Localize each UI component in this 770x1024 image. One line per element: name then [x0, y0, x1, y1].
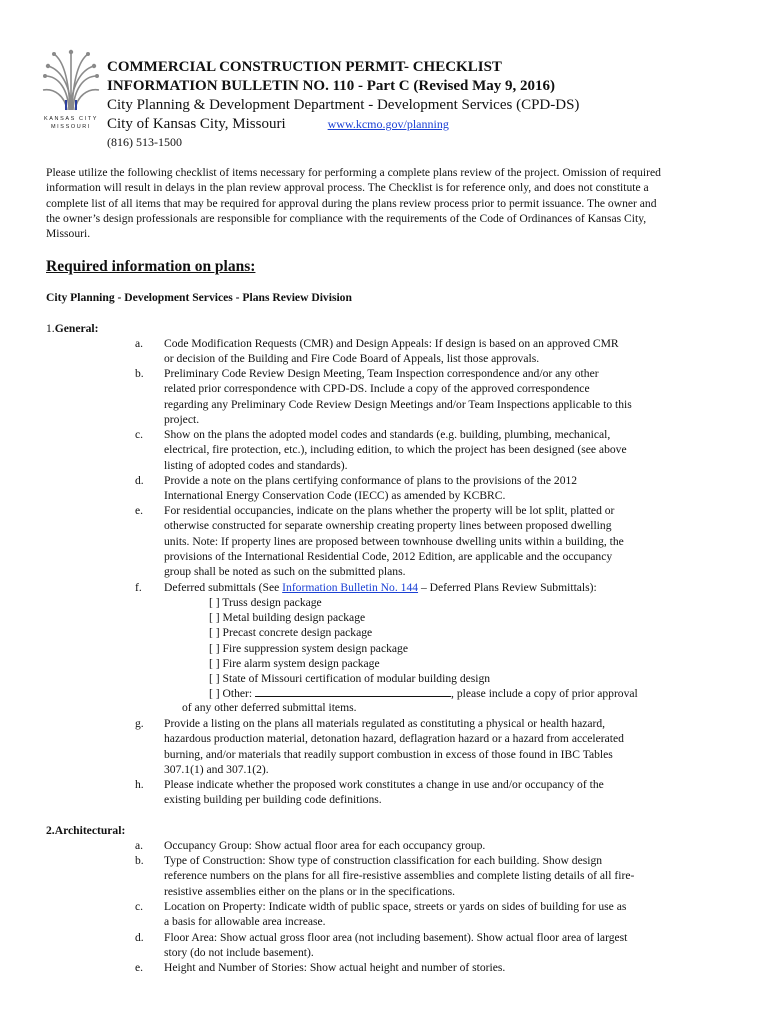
- item-line: listing of adopted codes and standards).: [164, 458, 348, 472]
- item-line: group shall be noted as such on the submitted plans.: [164, 565, 406, 579]
- division-heading: City Planning - Development Services - Plans Review Division: [46, 291, 352, 304]
- item-line: International Energy Conservation Code (IECC) as amended by KCBRC.: [164, 489, 506, 503]
- item-letter: g.: [135, 717, 144, 730]
- item-letter: e.: [135, 961, 144, 974]
- deferred-submittal-item: [ ] Metal building design package: [209, 611, 366, 625]
- item-line: provisions of the International Residential Code, 2012 Edition, are applicable and the occupancy: [164, 549, 613, 563]
- item-letter: c.: [135, 900, 144, 913]
- deferred-submittal-item: [ ] Fire suppression system design package: [209, 641, 408, 655]
- item-text: Deferred submittals (See: [164, 581, 283, 594]
- section-architectural-heading: [46, 824, 125, 837]
- section-number: 1.: [46, 322, 55, 335]
- section-title: General:: [54, 322, 99, 335]
- item-line: Code Modification Requests (CMR) and Design Appeals: If design is based on an approved CMR: [164, 337, 619, 350]
- item-line: Provide a listing on the plans all materials regulated as constituting a physical or health hazard,: [164, 717, 606, 730]
- item-line: a basis for allowable area increase.: [164, 915, 326, 929]
- item-line: Preliminary Code Review Design Meeting, Team Inspection correspondence and/or any other: [164, 367, 599, 380]
- intro-line: Missouri.: [46, 227, 91, 241]
- item-line: reference numbers on the plans for all fire-resistive assemblies and complete listing details of all fire-: [164, 869, 635, 883]
- item-letter: h.: [135, 778, 144, 791]
- deferred-submittal-list: [209, 595, 638, 701]
- section-title: 2.Architectural:: [46, 824, 126, 837]
- intro-line: complete list of all items that may be required for approval during the plans review process prior to permit issuance. The owner and: [46, 196, 657, 210]
- item-line: Location on Property: Indicate width of public space, streets or yards on sides of building for use as: [164, 900, 627, 913]
- item-letter: d.: [135, 931, 144, 944]
- deferred-submittal-item: [ ] Fire alarm system design package: [209, 656, 380, 670]
- item-line: otherwise constructed for separate ownership creating property lines between proposed dwelling: [164, 519, 612, 533]
- item-line: Type of Construction: Show type of construction classification for each building. Show design: [164, 854, 603, 867]
- required-info-heading: Required information on plans:: [46, 258, 256, 275]
- fountain-logo-icon: [40, 48, 102, 114]
- deferred-submittal-other: [209, 686, 638, 701]
- header-city-row: [107, 115, 449, 133]
- item-letter: b.: [135, 854, 144, 867]
- item-line: units. Note: If property lines are proposed between townhouse dwelling units within a building, the: [164, 534, 624, 548]
- item-letter: e.: [135, 504, 144, 517]
- item-line: Occupancy Group: Show actual floor area for each occupancy group.: [164, 839, 486, 852]
- intro-line: Please utilize the following checklist of items necessary for performing a complete plans review of the project. Omission of required: [46, 166, 661, 179]
- item-letter: b.: [135, 367, 144, 380]
- planning-website-link[interactable]: www.kcmo.gov/planning: [327, 117, 449, 131]
- header-department: City Planning & Development Department - Development Services (CPD-DS): [107, 97, 580, 113]
- header-phone: (816) 513-1500: [107, 135, 182, 149]
- logo-text-line2: MISSOURI: [51, 124, 91, 130]
- item-line: story (do not include basement).: [164, 946, 314, 960]
- item-line: burning, and/or materials that readily support combustion in excess of those found in IBC Tables: [164, 747, 613, 761]
- intro-line: the owner’s design professionals are responsible for compliance with the requirements of the Code of Ordinances of Kansas City,: [46, 211, 647, 225]
- city-logo: [40, 48, 102, 132]
- other-continuation: of any other deferred submittal items.: [182, 701, 357, 714]
- item-line: project.: [164, 412, 200, 426]
- item-line: electrical, fire protection, etc.), including edition, to which the project has been designed (see above: [164, 443, 627, 457]
- item-line: Height and Number of Stories: Show actual height and number of stories.: [164, 961, 506, 974]
- item-text: – Deferred Plans Review Submittals):: [418, 581, 597, 594]
- header-city: City of Kansas City, Missouri: [107, 116, 286, 132]
- item-letter: d.: [135, 474, 144, 487]
- item-line: Provide a note on the plans certifying conformance of plans to the provisions of the 2012: [164, 474, 578, 487]
- item-line: [164, 580, 704, 595]
- information-bulletin-144-link[interactable]: Information Bulletin No. 144: [282, 581, 419, 594]
- item-letter: c.: [135, 428, 144, 441]
- item-line: or decision of the Building and Fire Code Board of Appeals, list those approvals.: [164, 352, 540, 366]
- deferred-submittal-item: [ ] State of Missouri certification of modular building design: [209, 672, 491, 686]
- other-label: [ ] Other:: [209, 687, 256, 701]
- item-line: hazardous production material, detonation hazard, deflagration hazard or a hazard from accelerated: [164, 732, 624, 746]
- item-line: Please indicate whether the proposed work constitutes a change in use and/or occupancy of the: [164, 778, 604, 791]
- other-note: , please include a copy of prior approval: [451, 687, 638, 701]
- other-blank-field[interactable]: [255, 686, 451, 697]
- header-title-2: INFORMATION BULLETIN NO. 110 - Part C (Revised May 9, 2016): [107, 78, 556, 94]
- item-letter: a.: [135, 839, 144, 852]
- item-line: Floor Area: Show actual gross floor area (not including basement). Show actual floor area of largest: [164, 931, 628, 944]
- item-line: related prior correspondence with CPD-DS. Include a copy of the approved correspondence: [164, 382, 590, 396]
- deferred-submittal-item: [ ] Truss design package: [209, 596, 322, 609]
- deferred-submittal-item: [ ] Precast concrete design package: [209, 626, 373, 640]
- item-line: For residential occupancies, indicate on the plans whether the property will be lot split, platted or: [164, 504, 615, 517]
- item-line: Show on the plans the adopted model codes and standards (e.g. building, plumbing, mechanical,: [164, 428, 611, 441]
- logo-text-line1: KANSAS CITY: [44, 116, 98, 122]
- section-general-heading: [46, 322, 99, 335]
- item-letter: a.: [135, 337, 144, 350]
- item-letter: f.: [135, 581, 142, 594]
- item-line: existing building per building code definitions.: [164, 793, 382, 807]
- item-line: 307.1(1) and 307.1(2).: [164, 762, 269, 776]
- header-title-1: COMMERCIAL CONSTRUCTION PERMIT- CHECKLIST: [107, 59, 502, 75]
- item-line: resistive assemblies either on the plans or in the specifications.: [164, 884, 456, 898]
- intro-paragraph: [46, 165, 722, 241]
- intro-line: information will result in delays in the plan review approval process. The Checklist is for reference only, and does not constitute a: [46, 181, 649, 195]
- item-line: regarding any Preliminary Code Review Design Meetings and/or Team Inspections applicable to this: [164, 397, 632, 411]
